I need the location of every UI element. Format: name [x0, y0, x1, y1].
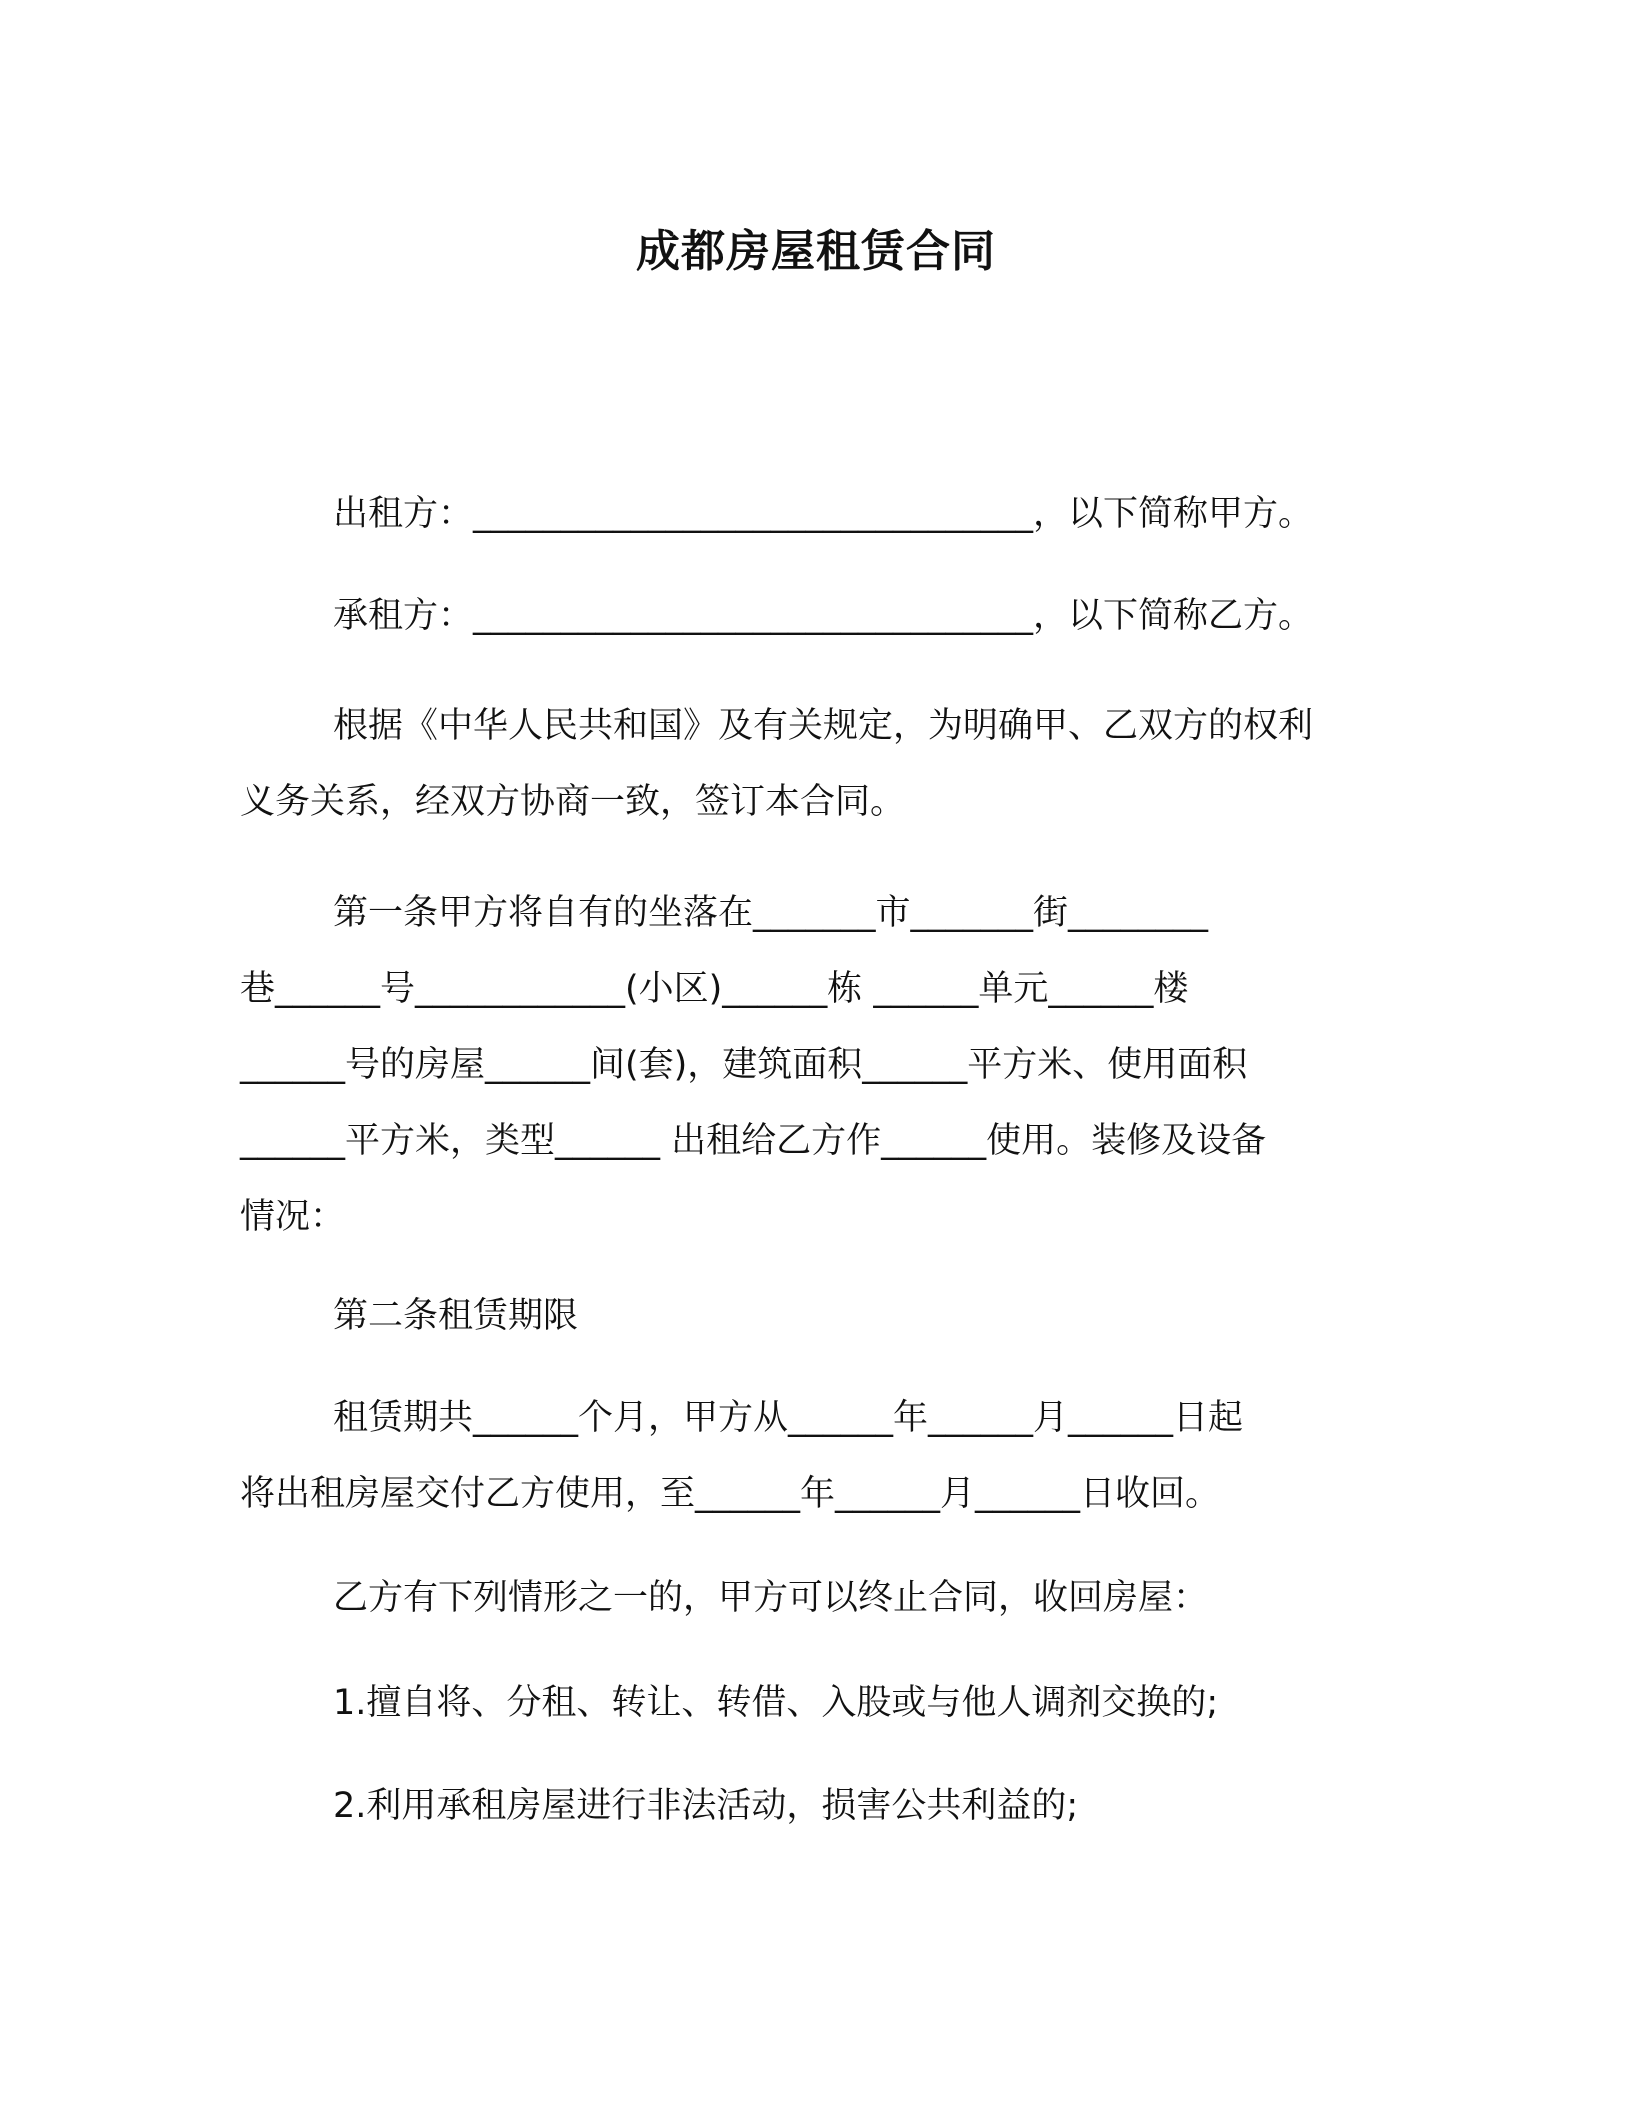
- termination-paragraph: [240, 1560, 1390, 1636]
- preamble-paragraph: [240, 688, 1390, 840]
- paragraph-line: 1.擅自将、分租、转让、转借、入股或与他人调剂交换的;: [333, 1683, 1219, 1723]
- termination-item-2: [240, 1768, 1390, 1844]
- paragraph-line: 承租方：________________________________，以下简称乙方。: [333, 596, 1314, 636]
- paragraph-line: 乙方有下列情形之一的，甲方可以终止合同，收回房屋：: [333, 1578, 1209, 1618]
- paragraph-line: 义务关系，经双方协商一致，签订本合同。: [240, 782, 906, 822]
- paragraph-line: 巷______号____________(小区)______栋 ______单元______楼: [240, 969, 1189, 1009]
- paragraph-line: 将出租房屋交付乙方使用，至______年______月______日收回。: [240, 1474, 1221, 1514]
- paragraph-line: ______号的房屋______间(套)，建筑面积______平方米、使用面积: [240, 1045, 1248, 1085]
- paragraph-line: ______平方米，类型______ 出租给乙方作______使用。装修及设备: [240, 1121, 1267, 1161]
- paragraph-line: 第二条租赁期限: [333, 1296, 579, 1336]
- paragraph-line: 第一条甲方将自有的坐落在_______市_______街________: [333, 893, 1209, 933]
- termination-item-1: [240, 1665, 1390, 1741]
- paragraph-line: 租赁期共______个月，甲方从______年______月______日起: [333, 1398, 1244, 1438]
- article-two-heading: [240, 1278, 1390, 1354]
- lessor-paragraph: [240, 476, 1390, 552]
- paragraph-line: 情况：: [240, 1197, 346, 1237]
- article-one-paragraph: [240, 875, 1390, 1255]
- paragraph-line: 根据《中华人民共和国》及有关规定，为明确甲、乙双方的权利: [333, 706, 1314, 746]
- lessee-paragraph: [240, 578, 1390, 654]
- paragraph-line: 出租方：________________________________，以下简称甲方。: [333, 494, 1314, 534]
- paragraph-line: 2.利用承租房屋进行非法活动，损害公共利益的;: [333, 1786, 1079, 1826]
- lease-term-paragraph: [240, 1380, 1390, 1532]
- document-title: 成都房屋租赁合同: [636, 226, 996, 277]
